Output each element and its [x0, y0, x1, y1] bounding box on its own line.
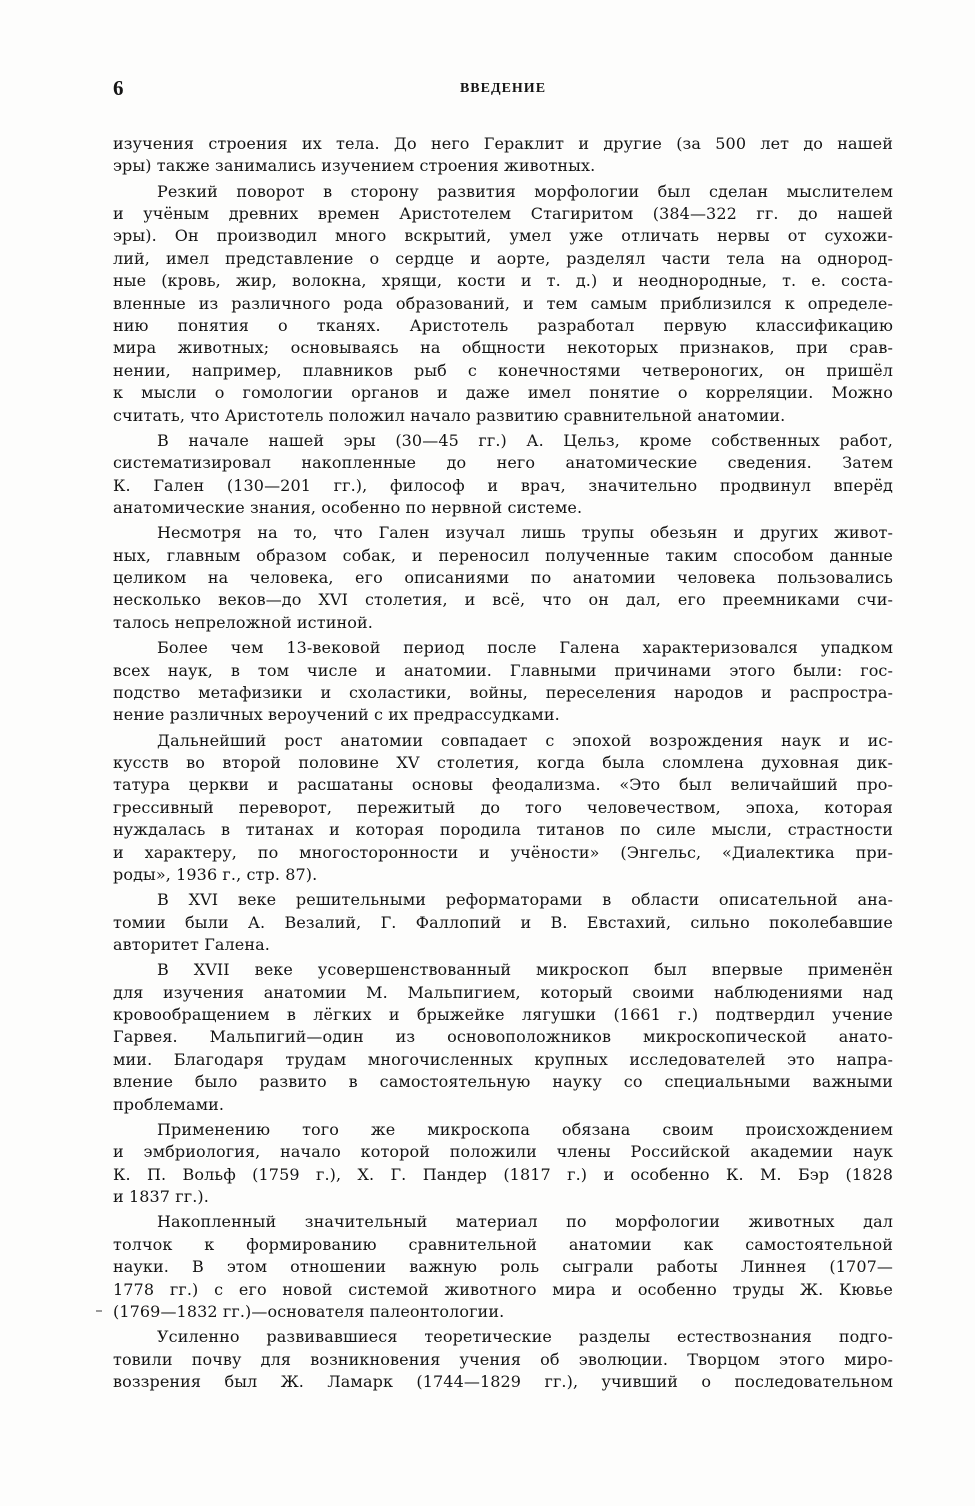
text-line: вленные из различного рода образований, и тем самым приблизился к определе- [113, 293, 893, 313]
paragraph [113, 959, 893, 1116]
text-line: ных, главным образом собак, и переносил полученные таким способом данные [113, 545, 893, 565]
text-line: Дальнейший рост анатомии совпадает с эпохой возрождения наук и ис- [157, 730, 893, 750]
text-line: Накопленный значительный материал по морфологии животных дал [157, 1212, 893, 1232]
text-line: В XVI веке решительными реформаторами в области описательной ана- [157, 890, 893, 910]
paragraph [113, 133, 893, 178]
text-line: к мысли о гомологии органов и даже имел понятие о корреляции. Можно [113, 383, 893, 403]
text-line: считать, что Аристотель положил начало развитию сравнительной анатомии. [113, 405, 786, 425]
paragraph [113, 522, 893, 634]
text-line: роды», 1936 г., стр. 87). [113, 864, 318, 884]
text-line: кровообращением в лёгких и брыжейке лягушки (1661 г.) подтвердил учение [113, 1005, 893, 1025]
text-line: нение различных вероучений с их предрассудками. [113, 705, 560, 725]
body-text [113, 133, 893, 1393]
text-line: В начале нашей эры (30—45 гг.) А. Цельз, кроме собственных работ, [157, 430, 893, 450]
text-line: несколько веков—до XVI столетия, и всё, что он дал, его преемниками счи- [113, 590, 893, 610]
text-line: изучения строения их тела. До него Гераклит и другие (за 500 лет до нашей [113, 134, 893, 153]
text-line: Гарвея. Мальпигий—один из основоположников микроскопической анато- [113, 1027, 893, 1047]
text-line: Более чем 13-вековой период после Галена характеризовался упадком [157, 638, 893, 658]
text-line: нении, например, плавников рыб с конечностями четвероногих, он пришёл [113, 360, 893, 380]
text-line: эры) также занимались изучением строения животных. [113, 156, 596, 176]
text-line: воззрения был Ж. Ламарк (1744—1829 гг.), учивший о последовательном [113, 1372, 893, 1391]
text-line: талось непреложной истиной. [113, 612, 373, 632]
text-line: мии. Благодаря трудам многочисленных крупных исследователей это напра- [113, 1049, 893, 1069]
paper-mark [96, 1310, 102, 1312]
text-line: нуждалась в титанах и которая породила титанов по силе мысли, страстности [113, 820, 893, 840]
paragraph [113, 889, 893, 956]
text-line: вление было развито в самостоятельную науку со специальными важными [113, 1072, 893, 1092]
text-line: для изучения анатомии М. Мальпигием, который своими наблюдениями над [113, 982, 893, 1002]
text-line: всех наук, в том числе и анатомии. Главными причинами этого были: гос- [113, 660, 893, 680]
text-line: и 1837 гг.). [113, 1187, 209, 1207]
paragraph [113, 430, 893, 520]
text-line: Применению того же микроскопа обязана своим происхождением [157, 1119, 893, 1139]
text-line: науки. В этом отношении важную роль сыграли работы Линнея (1707— [113, 1257, 893, 1277]
text-line: систематизировал накопленные до него анатомические сведения. Затем [113, 453, 893, 473]
text-line: Резкий поворот в сторону развития морфологии был сделан мыслителем [157, 181, 893, 201]
running-title: ВВЕДЕНИЕ [459, 81, 547, 96]
paragraph [113, 1326, 893, 1393]
text-line: (1769—1832 гг.)—основателя палеонтологии. [113, 1301, 505, 1321]
text-line: ные (кровь, жир, волокна, хрящи, кости и т. д.) и неоднородные, т. е. соста- [113, 271, 893, 291]
text-line: 1778 гг.) с его новой системой животного мира и особенно труды Ж. Кювье [113, 1279, 893, 1299]
text-line: и эмбриология, начало которой положили члены Российской академии наук [113, 1142, 893, 1162]
text-line: толчок к формированию сравнительной анатомии как самостоятельной [113, 1234, 893, 1254]
text-line: и учёным древних времен Аристотелем Стагиритом (384—322 гг. до нашей [113, 204, 893, 224]
text-line: В XVII веке усовершенствованный микроскоп был впервые применён [157, 960, 893, 980]
text-line: авторитет Галена. [113, 935, 270, 955]
paragraph [113, 1119, 893, 1209]
text-line: товили почву для возникновения учения об эволюции. Творцом этого миро- [113, 1349, 893, 1369]
text-line: подство метафизики и схоластики, войны, переселения народов и распростра- [113, 682, 893, 702]
text-line: кусств во второй половине XV столетия, когда была сломлена духовная дик- [113, 753, 893, 772]
text-line: грессивный переворот, пережитый до того человечеством, эпоха, которая [113, 797, 893, 817]
text-line: Усиленно развивавшиеся теоретические разделы естествознания подго- [157, 1327, 893, 1347]
paragraph [113, 730, 893, 887]
text-line: проблемами. [113, 1094, 225, 1114]
text-line: К. П. Вольф (1759 г.), Х. Г. Пандер (1817 г.) и особенно К. М. Бэр (1828 [113, 1164, 893, 1184]
paragraph [113, 181, 893, 427]
text-line: эры). Он производил много вскрытий, умел уже отличать нервы от сухожи- [113, 226, 893, 246]
paragraph [113, 637, 893, 727]
text-line: татура церкви и расшатаны основы феодализма. «Это был величайший про- [113, 775, 893, 795]
text-line: лий, имел представление о сердце и аорте, разделял части тела на однород- [113, 248, 893, 268]
text-line: мира животных; основываясь на общности некоторых признаков, при срав- [113, 338, 893, 358]
text-line: целиком на человека, его описаниями по анатомии человека пользовались [113, 568, 893, 588]
text-line: К. Гален (130—201 гг.), философ и врач, значительно продвинул вперёд [113, 475, 893, 495]
page-number: 6 [113, 76, 124, 100]
text-line: и характеру, по многосторонности и учёности» (Энгельс, «Диалектика при- [113, 842, 893, 862]
text-line: анатомические знания, особенно по нервной системе. [113, 498, 583, 518]
text-line: томии были А. Везалий, Г. Фаллопий и В. Евстахий, сильно поколебавшие [113, 912, 893, 932]
page-header [113, 76, 893, 106]
text-line: Несмотря на то, что Гален изучал лишь трупы обезьян и других живот- [157, 523, 893, 543]
text-line: нию понятия о тканях. Аристотель разработал первую классификацию [113, 316, 893, 336]
paragraph [113, 1211, 893, 1323]
